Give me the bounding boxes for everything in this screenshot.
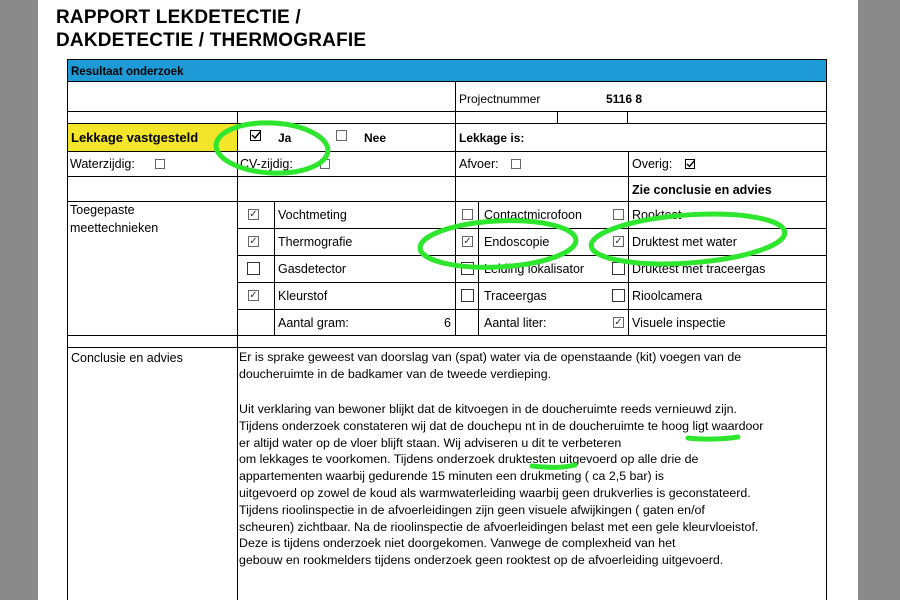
conclusion-line: Tijdens onderzoek constateren wij dat de douchepu nt in de doucheruimte te hoog ligt waardoor: [239, 418, 764, 433]
technique-label: Rioolcamera: [632, 289, 703, 303]
technique-label: Vochtmeting: [278, 208, 347, 222]
technique-checkbox[interactable]: [612, 289, 625, 302]
conclusion-line: Er is sprake geweest van doorslag van (spat) water via de openstaande (kit) voegen van de: [239, 350, 742, 364]
cv-side-label: CV-zijdig:: [240, 157, 293, 171]
technique-label: Druktest met traceergas: [632, 262, 766, 276]
conclusion-line: uitgevoerd op zowel de koud als warmwaterleiding waarbij geen drukverlies is geconstateerd.: [239, 485, 751, 500]
technique-label: Endoscopie: [484, 235, 550, 249]
technique-checkbox[interactable]: ✓: [249, 290, 258, 301]
no-label: Nee: [364, 131, 387, 145]
technique-checkbox[interactable]: [613, 209, 624, 220]
conclusion-line: gebouw en rookmelders tijdens onderzoek geen rooktest op de afvoerleiding uitgevoerd.: [239, 553, 724, 568]
report-title-line2: DAKDETECTIE / THERMOGRAFIE: [56, 30, 367, 51]
technique-checkbox[interactable]: ✓: [249, 236, 258, 247]
amount-liter-label: Aantal liter:: [484, 316, 547, 330]
technique-label: Contactmicrofoon: [484, 208, 582, 222]
leak-detected-label: Lekkage vastgesteld: [71, 130, 199, 145]
conclusion-line: appartementen waarbij gedurende 15 minuten een drukmeting ( ca 2,5 bar) is: [239, 469, 664, 484]
technique-checkbox[interactable]: [247, 262, 260, 275]
technique-checkbox[interactable]: [612, 262, 625, 275]
report-title-line1: RAPPORT LEKDETECTIE /: [56, 7, 301, 28]
conclusion-line: er altijd water op de vloer blijft staan. Wij adviseren u dit te verbeteren: [239, 435, 622, 450]
water-side-checkbox[interactable]: [155, 159, 165, 169]
conclusion-line: Tijdens rioolinspectie in de afvoerleidingen zijn geen visuele afwijkingen ( gaten en/of: [239, 502, 705, 517]
report-page: [38, 0, 858, 600]
other-checkbox[interactable]: [685, 159, 695, 169]
no-checkbox[interactable]: [336, 130, 347, 141]
see-conclusion-note: Zie conclusie en advies: [632, 183, 772, 197]
technique-label: Visuele inspectie: [632, 316, 726, 330]
technique-checkbox[interactable]: ✓: [614, 317, 623, 328]
technique-label: Thermografie: [278, 235, 353, 249]
drain-label: Afvoer:: [459, 157, 499, 171]
technique-checkbox[interactable]: [461, 289, 474, 302]
amount-gram-label: Aantal gram:: [278, 316, 349, 330]
conclusion-line: scheuren) zichtbaar. Na de rioolinspectie de afvoerleidingen belast met een gele kleurvloeistof.: [239, 519, 759, 534]
conclusion-paragraph-2: [239, 401, 824, 569]
water-side-label: Waterzijdig:: [70, 157, 135, 171]
yes-checkbox[interactable]: [250, 130, 261, 141]
technique-label: Leiding lokalisator: [484, 262, 585, 276]
technique-label: Traceergas: [484, 289, 547, 303]
conclusion-line: Deze is tijdens onderzoek niet doorgekomen. Vanwege de complexheid van het: [239, 536, 676, 551]
technique-checkbox[interactable]: ✓: [463, 236, 472, 247]
amount-gram-value: 6: [444, 316, 451, 330]
technique-checkbox[interactable]: ✓: [249, 209, 258, 220]
project-number-label: Projectnummer: [459, 92, 541, 106]
other-label: Overig:: [632, 157, 673, 171]
leak-is-label: Lekkage is:: [459, 131, 525, 145]
conclusion-label: Conclusie en advies: [71, 351, 183, 365]
conclusion-line: om lekkages te voorkomen. Tijdens onderzoek druktesten uitgevoerd op alle drie de: [239, 452, 699, 467]
technique-label: Kleurstof: [278, 289, 328, 303]
technique-label: Gasdetector: [278, 262, 347, 276]
techniques-label-line1: Toegepaste: [70, 203, 135, 217]
technique-label: Druktest met water: [632, 235, 737, 249]
technique-checkbox[interactable]: ✓: [614, 236, 623, 247]
drain-checkbox[interactable]: [511, 159, 521, 169]
leak-detected-label-box: [68, 124, 237, 151]
cv-side-checkbox[interactable]: [320, 159, 330, 169]
section-title: Resultaat onderzoek: [71, 66, 184, 78]
section-header-bar: [67, 59, 827, 82]
technique-checkbox[interactable]: [461, 262, 474, 275]
technique-checkbox[interactable]: [462, 209, 473, 220]
technique-label: Rooktest: [632, 208, 682, 222]
yes-label: Ja: [278, 131, 292, 145]
conclusion-line: Uit verklaring van bewoner blijkt dat de kitvoegen in de doucheruimte reeds vernieuwd zijn.: [239, 402, 737, 416]
conclusion-paragraph-1: [239, 349, 824, 383]
project-number-value: 5116 8: [606, 92, 643, 106]
techniques-label-line2: meettechnieken: [70, 221, 159, 235]
conclusion-line: doucheruimte in de badkamer van de tweede verdieping.: [239, 366, 552, 381]
